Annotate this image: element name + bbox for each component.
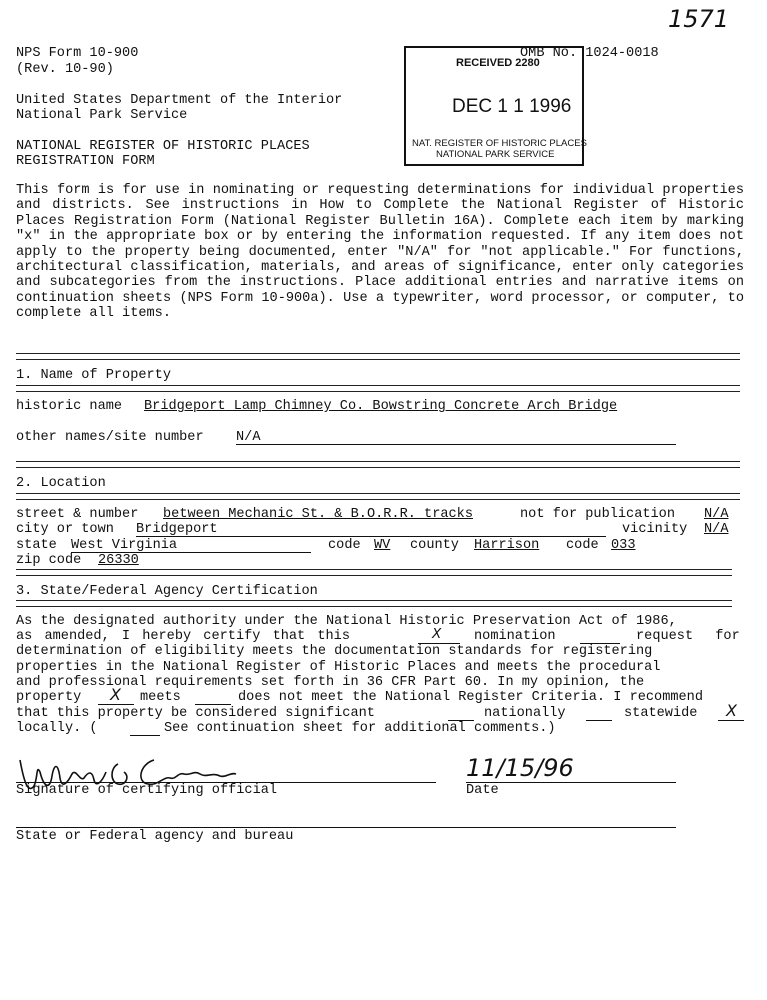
state-code-value[interactable]: WV	[374, 538, 391, 553]
section-divider	[16, 493, 740, 500]
form-name: NPS Form 10-900	[16, 46, 139, 61]
statewide-blank	[586, 720, 612, 721]
vicinity-value[interactable]: N/A	[704, 522, 729, 537]
omb-number: OMB No. 1024-0018	[520, 46, 659, 61]
meets-blank	[98, 704, 134, 705]
continuation-blank	[130, 735, 160, 736]
agency-line-1: United States Department of the Interior	[16, 93, 343, 108]
section-3-heading: 3. State/Federal Agency Certification	[16, 584, 318, 599]
form-revision: (Rev. 10-90)	[16, 62, 114, 77]
cert-line-1: As the designated authority under the National Historic Preservation Act of 1986,	[16, 614, 677, 629]
county-value[interactable]: Harrison	[474, 538, 540, 553]
city-value[interactable]: Bridgeport	[136, 522, 218, 537]
bureau-line	[16, 827, 676, 828]
received-stamp	[404, 46, 587, 166]
street-value[interactable]: between Mechanic St. & B.O.R.R. tracks	[163, 507, 473, 522]
other-names-label: other names/site number	[16, 430, 204, 445]
form-title-line-1: NATIONAL REGISTER OF HISTORIC PLACES	[16, 139, 310, 154]
county-label: county	[410, 538, 459, 553]
stamp-date: DEC 1 1 1996	[452, 96, 572, 117]
county-code-value[interactable]: 033	[611, 538, 636, 553]
section-divider	[16, 461, 740, 468]
cert-line-8b: See continuation sheet for additional comments.)	[164, 721, 556, 736]
zip-label: zip code	[16, 553, 82, 568]
cert-line-5: and professional requirements set forth in 36 CFR Part 60. In my opinion, the	[16, 675, 645, 690]
city-underline	[136, 536, 606, 537]
state-code-label: code	[328, 538, 361, 553]
zip-value[interactable]: 26330	[98, 553, 139, 568]
statewide-mark[interactable]: X	[726, 701, 737, 720]
section-divider	[16, 569, 732, 576]
cert-line-7a: that this property be considered significant	[16, 706, 375, 721]
instructions-paragraph: This form is for use in nominating or requesting determinations for individual properties and districts. See instructions in How to Complete the National Register of Historic Places Registration Form (National Register Bulletin 16A). Complete each item by marking "x" in the appropriate box or by entering the information requested. If any item does not apply to the property being documented, enter "N/A" for "not applicable." For functions, architectural classification, materials, and areas of significance, enter only categories and subcategories from the instructions. Place additional entries and narrative items on continuation sheets (NPS Form 10-900a). Use a typewriter, word processor, or computer, to complete all items.	[16, 183, 744, 322]
historic-name-label: historic name	[16, 399, 123, 414]
meets-mark[interactable]: X	[110, 685, 121, 704]
cert-line-2a: as amended, I hereby certify that this	[16, 629, 350, 644]
nomination-mark[interactable]: X	[432, 626, 442, 642]
signature-label: Signature of certifying official	[16, 783, 278, 798]
date-label: Date	[466, 783, 499, 798]
city-label: city or town	[16, 522, 114, 537]
section-2-heading: 2. Location	[16, 476, 106, 491]
cert-line-7c: statewide	[624, 706, 698, 721]
state-label: state	[16, 538, 57, 553]
historic-name-value[interactable]: Bridgeport Lamp Chimney Co. Bowstring Concrete Arch Bridge	[144, 399, 618, 414]
stamp-received: RECEIVED 2280	[456, 57, 540, 69]
cert-line-2c: request for	[636, 629, 740, 644]
cert-line-2b: nomination	[474, 629, 556, 644]
cert-line-3: determination of eligibility meets the documentation standards for registering	[16, 644, 653, 659]
not-for-publication-value[interactable]: N/A	[704, 507, 729, 522]
vicinity-label: vicinity	[622, 522, 688, 537]
cert-line-4: properties in the National Register of Historic Places and meets the procedural	[16, 660, 661, 675]
not-for-publication-label: not for publication	[520, 507, 675, 522]
county-code-label: code	[566, 538, 599, 553]
page-number: 1571	[668, 5, 730, 33]
cert-line-6c: does not meet the National Register Criteria. I recommend	[238, 690, 703, 705]
other-names-value[interactable]: N/A	[236, 430, 261, 445]
street-label: street & number	[16, 507, 139, 522]
section-divider	[16, 600, 732, 607]
date-value[interactable]: 11/15/96	[466, 754, 574, 782]
does-not-meet-blank	[195, 704, 231, 705]
section-divider	[16, 353, 740, 360]
other-names-underline	[236, 444, 676, 445]
stamp-office-line-2: NATIONAL PARK SERVICE	[436, 149, 555, 160]
bureau-label: State or Federal agency and bureau	[16, 829, 294, 844]
stamp-office-line-1: NAT. REGISTER OF HISTORIC PLACES	[412, 138, 587, 149]
cert-line-6a: property	[16, 690, 82, 705]
form-title-line-2: REGISTRATION FORM	[16, 154, 155, 169]
cert-line-6b: meets	[140, 690, 181, 705]
section-divider	[16, 385, 740, 392]
cert-line-7b: nationally	[484, 706, 566, 721]
locally-blank	[718, 720, 744, 721]
cert-line-8a: locally. (	[16, 721, 98, 736]
state-value[interactable]: West Virginia	[71, 538, 178, 553]
agency-line-2: National Park Service	[16, 108, 188, 123]
section-1-heading: 1. Name of Property	[16, 368, 171, 383]
